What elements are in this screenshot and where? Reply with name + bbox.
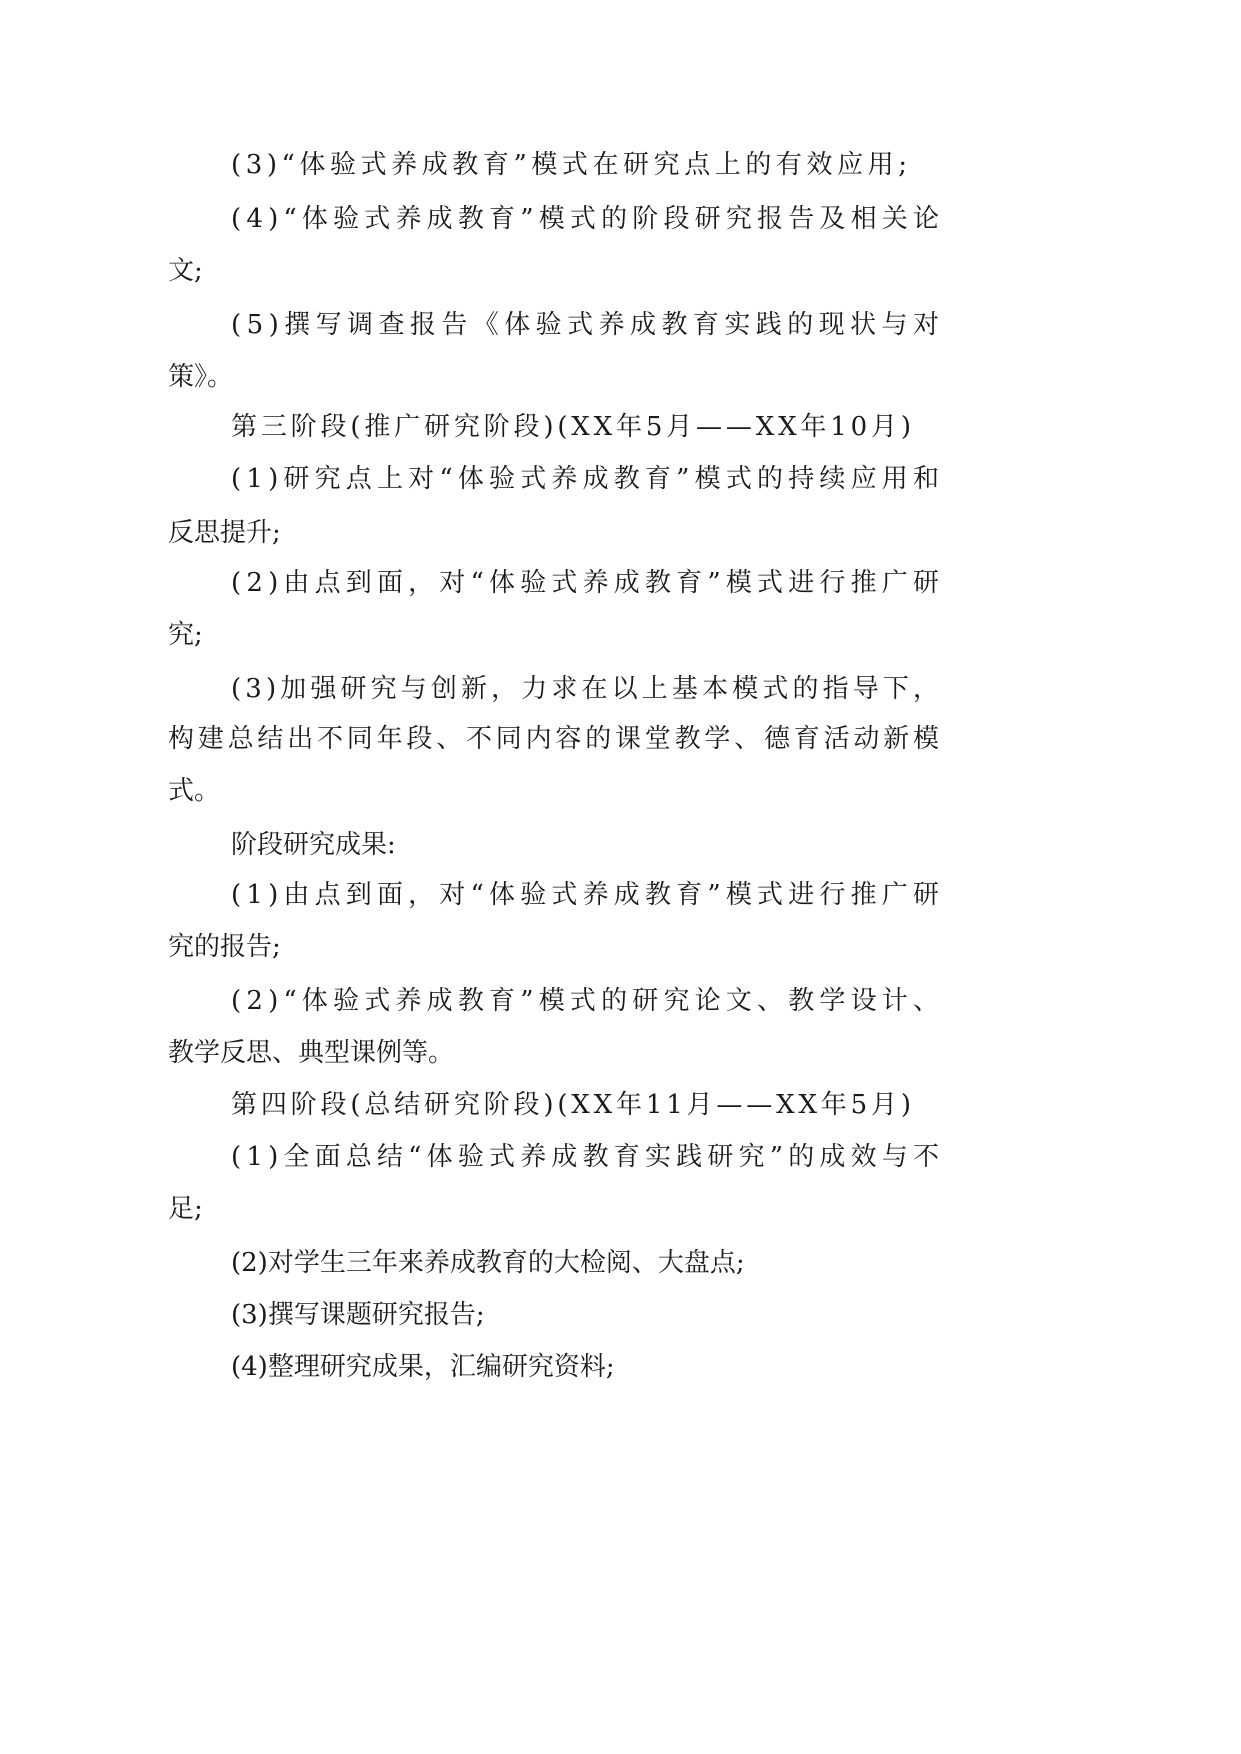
paragraph-line: (3)撰写课题研究报告;	[231, 1300, 485, 1330]
paragraph-line: (4)“体验式养成教育”模式的阶段研究报告及相关论	[231, 204, 945, 234]
paragraph-line: (5)撰写调查报告《体验式养成教育实践的现状与对	[231, 310, 945, 340]
section-heading: 第四阶段(总结研究阶段)(XX年11月——XX年5月)	[231, 1090, 915, 1120]
paragraph-line: (2)由点到面，对“体验式养成教育”模式进行推广研	[231, 568, 945, 598]
paragraph-line: 足;	[168, 1194, 203, 1224]
paragraph-line: 究的报告;	[168, 932, 281, 962]
paragraph-line: (3)“体验式养成教育”模式在研究点上的有效应用;	[231, 150, 912, 180]
section-heading: 第三阶段(推广研究阶段)(XX年5月——XX年10月)	[231, 412, 915, 442]
paragraph-line: (1)研究点上对“体验式养成教育”模式的持续应用和	[231, 464, 945, 494]
paragraph-line: 反思提升;	[168, 518, 281, 548]
paragraph-line: (3)加强研究与创新，力求在以上基本模式的指导下，	[231, 674, 944, 704]
paragraph-line: 式。	[168, 776, 221, 806]
paragraph-line: (2)对学生三年来养成教育的大检阅、大盘点;	[231, 1248, 745, 1278]
paragraph-line: (2)“体验式养成教育”模式的研究论文、教学设计、	[231, 986, 945, 1016]
paragraph-line: (4)整理研究成果，汇编研究资料;	[231, 1352, 615, 1382]
paragraph-line: 策》。	[168, 362, 234, 392]
paragraph-line: 构建总结出不同年段、不同内容的课堂教学、德育活动新模	[168, 724, 943, 754]
paragraph-line: 究;	[168, 620, 203, 650]
paragraph-line: (1)全面总结“体验式养成教育实践研究”的成效与不	[231, 1142, 945, 1172]
section-heading: 阶段研究成果:	[231, 830, 396, 860]
paragraph-line: (1)由点到面，对“体验式养成教育”模式进行推广研	[231, 880, 945, 910]
paragraph-line: 文;	[168, 256, 203, 286]
paragraph-line: 教学反思、典型课例等。	[168, 1038, 455, 1068]
